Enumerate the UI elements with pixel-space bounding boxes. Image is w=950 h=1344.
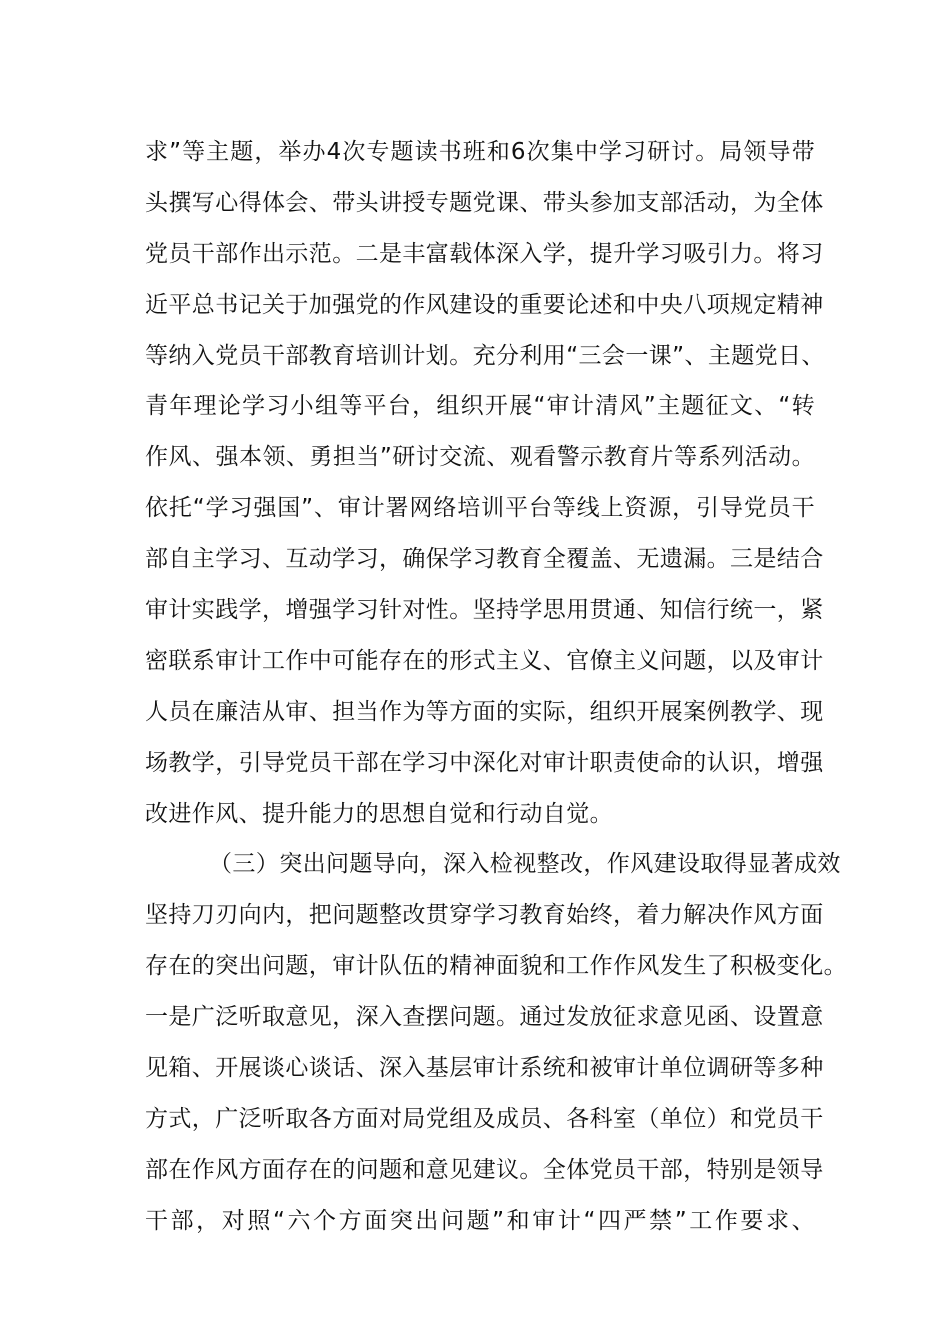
text-line: 改进作风、提升能力的思想自觉和行动自觉。 [145,800,613,827]
text-line: 场教学，引导党员干部在学习中深化对审计职责使命的认识，增强 [145,749,824,776]
text-line: 作风、强本领、勇担当”研讨交流、观看警示教育片等系列活动。 [145,444,815,471]
text-line: 一是广泛听取意见，深入查摆问题。通过发放征求意见函、设置意 [145,1004,824,1031]
text-line: 依托“学习强国”、审计署网络培训平台等线上资源，引导党员干 [145,495,815,522]
text-line: 等纳入党员干部教育培训计划。充分利用“三会一课”、主题党日、 [145,342,825,369]
text-line: 密联系审计工作中可能存在的形式主义、官僚主义问题，以及审计 [145,647,824,674]
document-body [145,127,847,1247]
text-line: 党员干部作出示范。二是丰富载体深入学，提升学习吸引力。将习 [145,240,824,267]
text-line: 人员在廉洁从审、担当作为等方面的实际，组织开展案例教学、现 [145,698,824,725]
text-line: 近平总书记关于加强党的作风建设的重要论述和中央八项规定精神 [145,291,824,318]
text-line: 干部，对照“六个方面突出问题”和审计“四严禁”工作要求、 [145,1207,815,1234]
text-line: 方式，广泛听取各方面对局党组及成员、各科室（单位）和党员干 [145,1105,824,1132]
text-line: 头撰写心得体会、带头讲授专题党课、带头参加支部活动，为全体 [145,189,824,216]
text-line: 青年理论学习小组等平台，组织开展“审计清风”主题征文、“转 [145,393,815,420]
text-line: 见箱、开展谈心谈话、深入基层审计系统和被审计单位调研等多种 [145,1055,824,1082]
text-line: 部自主学习、互动学习，确保学习教育全覆盖、无遗漏。三是结合 [145,546,824,573]
text-line: 部在作风方面存在的问题和意见建议。全体党员干部，特别是领导 [145,1156,824,1183]
text-line: 存在的突出问题，审计队伍的精神面貌和工作作风发生了积极变化。 [145,953,847,980]
text-line: 求”等主题，举办4次专题读书班和6次集中学习研讨。局领导带 [145,139,815,165]
section-heading: （三）突出问题导向，深入检视整改，作风建设取得显著成效 [209,851,841,878]
text-line: 审计实践学，增强学习针对性。坚持学思用贯通、知信行统一，紧 [145,597,824,624]
text-line: 坚持刀刃向内，把问题整改贯穿学习教育始终，着力解决作风方面 [145,902,824,929]
